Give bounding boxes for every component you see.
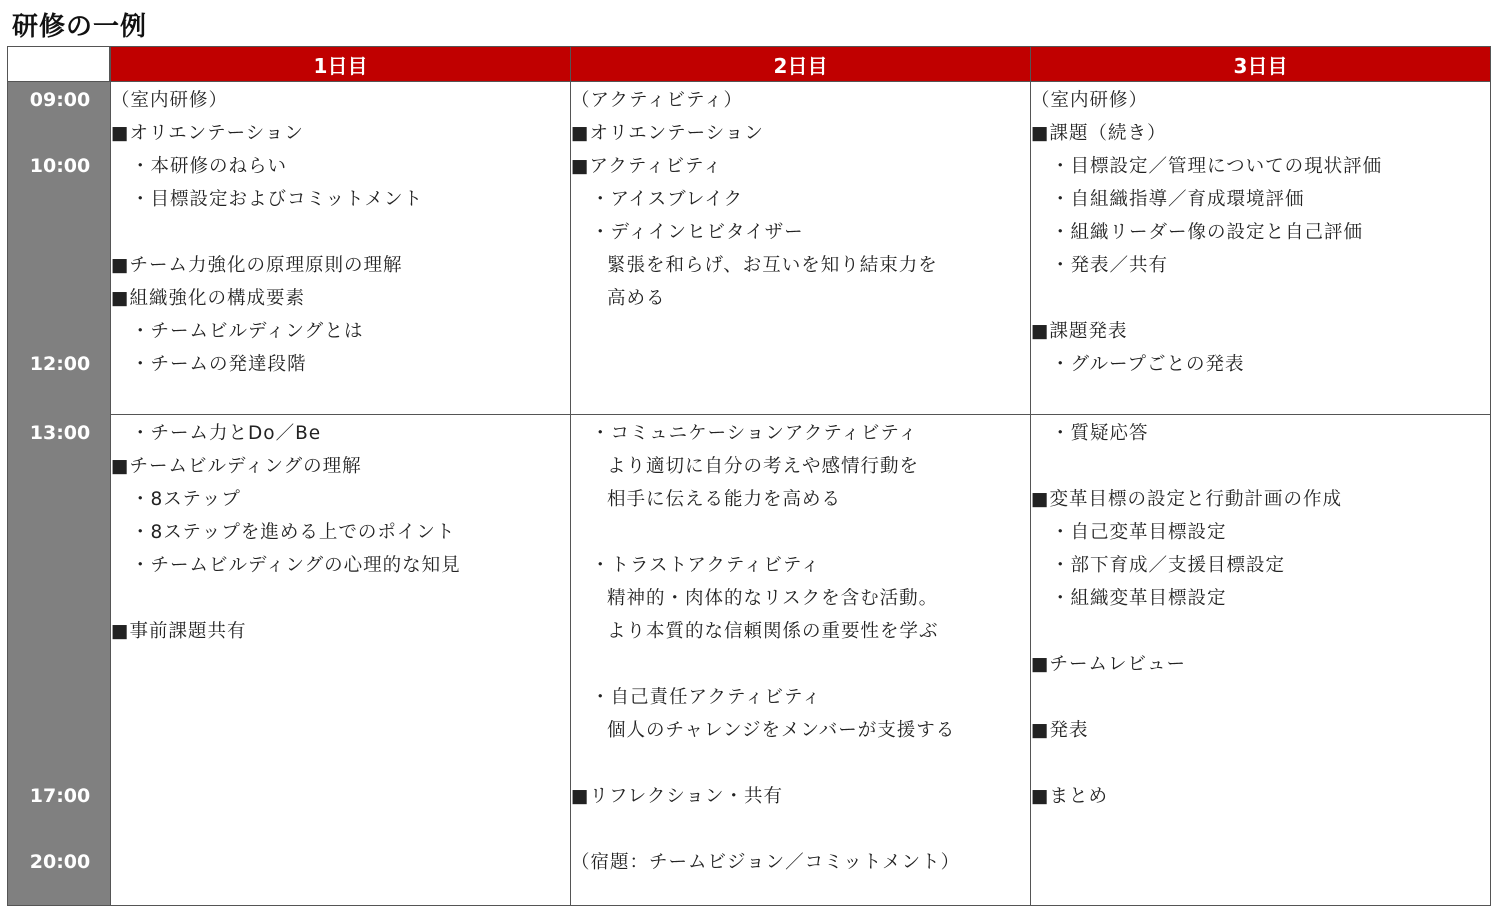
schedule-line: より本質的な信頼関係の重要性を学ぶ [607, 621, 939, 642]
morning-session [571, 82, 1030, 415]
blank-line [1031, 282, 1490, 315]
schedule-line: ■チームレビュー [1031, 654, 1186, 675]
blank-line [111, 216, 570, 249]
day-column-1 [110, 82, 571, 906]
schedule-line: ■事前課題共有 [111, 621, 247, 642]
schedule-line: ■発表 [1031, 720, 1089, 741]
schedule-line: ■リフレクション・共有 [571, 786, 784, 807]
schedule-line: ・本研修のねらい [131, 156, 288, 177]
schedule-line: ・チームビルディングとは [131, 321, 364, 342]
schedule-line: ・8ステップを進める上でのポイント [131, 522, 456, 543]
schedule-line: ・トラストアクティビティ [591, 555, 821, 576]
schedule-line: ・チーム力とDo／Be [131, 423, 322, 444]
blank-line [571, 813, 1030, 846]
session-lines [111, 82, 570, 381]
schedule-line: ・コミュニケーションアクティビティ [591, 423, 918, 444]
afternoon-session [571, 415, 1030, 905]
blank-line [1031, 747, 1490, 780]
schedule-line: ・自組織指導／育成環境評価 [1051, 189, 1305, 210]
afternoon-session [111, 415, 570, 905]
schedule-line: ・組織変革目標設定 [1051, 588, 1227, 609]
afternoon-session [1031, 415, 1490, 905]
day-column-3 [1030, 82, 1491, 906]
schedule-line: ■課題（続き） [1031, 123, 1167, 144]
time-label: 09:00 [29, 89, 91, 111]
day-header-3: 3日目 [1030, 46, 1491, 82]
blank-line [571, 747, 1030, 780]
session-lines [571, 82, 1030, 315]
time-label: 13:00 [29, 422, 91, 444]
schedule-line: ・自己責任アクティビティ [591, 687, 822, 708]
time-label: 10:00 [29, 155, 91, 177]
schedule-line: 相手に伝える能力を高める [607, 489, 842, 510]
day-header-2: 2日目 [570, 46, 1031, 82]
session-lines [1031, 82, 1490, 381]
blank-line [1031, 450, 1490, 483]
blank-line [1031, 615, 1490, 648]
schedule-line: ・8ステップ [131, 489, 241, 510]
blank-line [1031, 681, 1490, 714]
schedule-line: （室内研修） [111, 90, 229, 111]
schedule-line: ■まとめ [1031, 786, 1108, 807]
schedule-line: 緊張を和らげ、お互いを知り結束力を [607, 255, 938, 276]
schedule-line: ■アクティビティ [571, 156, 723, 177]
schedule-line: 高める [607, 288, 666, 309]
schedule-line: ■オリエンテーション [571, 123, 764, 144]
day-header-1: 1日目 [110, 46, 571, 82]
schedule-line: ■組織強化の構成要素 [111, 288, 305, 309]
schedule-line: ■チームビルディングの理解 [111, 456, 362, 477]
schedule-line: ・グループごとの発表 [1051, 354, 1245, 375]
schedule-line: ・ディインヒビタイザー [591, 222, 804, 243]
day-column-2 [570, 82, 1031, 906]
time-column [7, 82, 111, 906]
schedule-line: 精神的・肉体的なリスクを含む活動。 [607, 588, 939, 609]
schedule-line: より適切に自分の考えや感情行動を [607, 456, 920, 477]
schedule-line: ■チーム力強化の原理原則の理解 [111, 255, 403, 276]
schedule-line: （アクティビティ） [571, 90, 743, 111]
morning-session [1031, 82, 1490, 415]
blank-line [111, 582, 570, 615]
schedule-line: ■オリエンテーション [111, 123, 304, 144]
schedule-line: （室内研修） [1031, 90, 1149, 111]
schedule-table [7, 46, 1491, 906]
page-title: 研修の一例 [12, 12, 148, 42]
morning-session [111, 82, 570, 415]
schedule-line: ・自己変革目標設定 [1051, 522, 1227, 543]
schedule-line: ・アイスブレイク [591, 189, 744, 210]
schedule-line: ・目標設定およびコミットメント [131, 189, 423, 210]
schedule-line: ■変革目標の設定と行動計画の作成 [1031, 489, 1342, 510]
schedule-line: ・目標設定／管理についての現状評価 [1051, 156, 1383, 177]
schedule-line: ・発表／共有 [1051, 255, 1169, 276]
schedule-line: （宿題：チームビジョン／コミットメント） [571, 852, 961, 873]
schedule-line: ・チームビルディングの心理的な知見 [131, 555, 461, 576]
schedule-line: ・組織リーダー像の設定と自己評価 [1051, 222, 1364, 243]
time-label: 17:00 [29, 785, 91, 807]
time-label: 20:00 [29, 851, 91, 873]
schedule-line: 個人のチャレンジをメンバーが支援する [607, 720, 956, 741]
schedule-line: ・質疑応答 [1051, 423, 1149, 444]
session-lines [111, 415, 570, 648]
schedule-line: ■課題発表 [1031, 321, 1128, 342]
blank-line [571, 648, 1030, 681]
session-lines [1031, 415, 1490, 813]
session-lines [571, 415, 1030, 879]
schedule-line: ・チームの発達段階 [131, 354, 307, 375]
header-corner-cell [7, 46, 110, 82]
blank-line [571, 516, 1030, 549]
schedule-line: ・部下育成／支援目標設定 [1051, 555, 1286, 576]
time-label: 12:00 [29, 353, 91, 375]
